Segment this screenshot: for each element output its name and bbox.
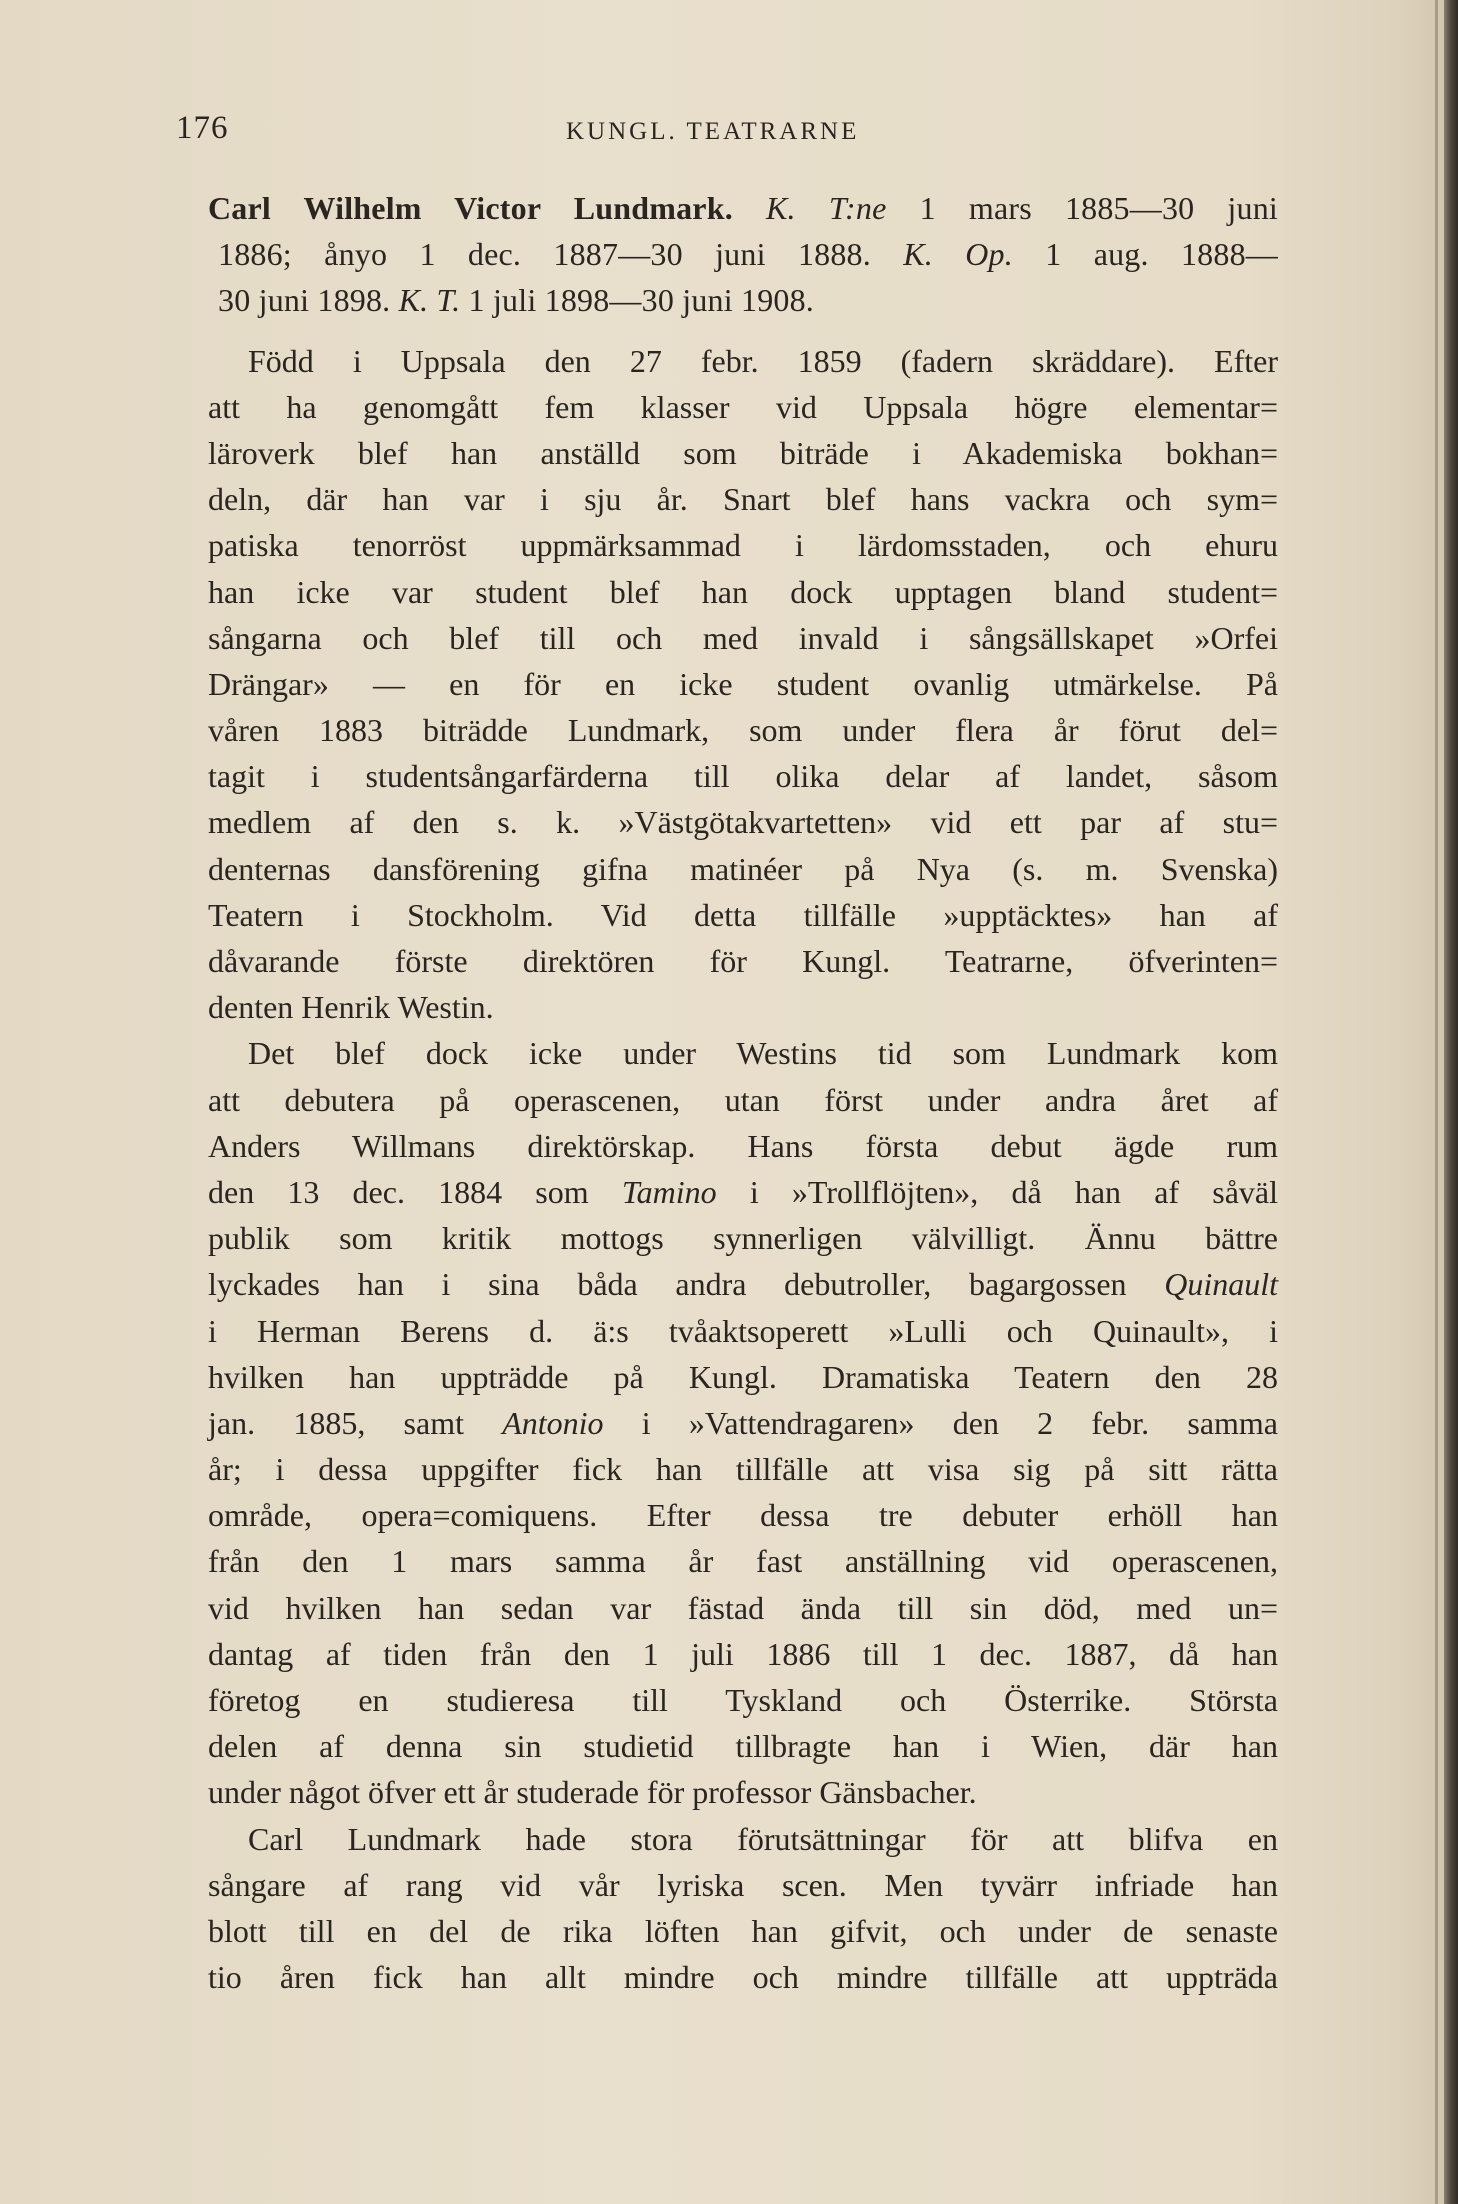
role-tamino: Tamino xyxy=(621,1173,717,1210)
text-line: dantag af tiden från den 1 juli 1886 till 1 dec. 1887, då han xyxy=(208,1635,1278,1672)
text-line: hvilken han uppträdde på Kungl. Dramatiska Teatern den 28 xyxy=(208,1358,1278,1395)
text-line: från den 1 mars samma år fast anställning vid operascenen, xyxy=(208,1543,1278,1580)
text-line: publik som kritik mottogs synnerligen välvilligt. Ännu bättre xyxy=(208,1220,1278,1257)
text-line: blott till en del de rika löften han gifvit, och under de senaste xyxy=(208,1912,1278,1949)
entry-heading xyxy=(208,185,1278,324)
text-line: dåvarande förste direktören för Kungl. Teatrarne, öfverinten= xyxy=(208,943,1278,979)
text-line: våren 1883 biträdde Lundmark, som under flera år förut del= xyxy=(208,712,1278,749)
text-line: patiska tenorröst uppmärksammad i lärdomsstaden, och ehuru xyxy=(208,527,1278,564)
text-line: sångarna och blef till och med invald i sångsällskapet »Orfei xyxy=(208,619,1278,656)
text-line: vid hvilken han sedan var fästad ända till sin död, med un= xyxy=(208,1589,1278,1626)
text-block xyxy=(208,185,1278,2000)
text-line: den 13 dec. 1884 som Tamino i »Trollflöjten», då han af såväl xyxy=(208,1173,1278,1210)
text-line: Det blef dock icke under Westins tid som Lundmark kom xyxy=(248,1035,1278,1072)
page-edge-line xyxy=(1435,0,1438,2204)
entry-name: Carl Wilhelm Victor Lundmark. xyxy=(208,190,733,226)
text-line: Anders Willmans direktörskap. Hans första debut ägde rum xyxy=(208,1127,1278,1164)
text-line: han icke var student blef han dock upptagen bland student= xyxy=(208,573,1278,610)
text-line: i Herman Berens d. ä:s tvåaktsoperett »Lulli och Quinault», i xyxy=(208,1312,1278,1349)
text-line: företog en studieresa till Tyskland och Österrike. Största xyxy=(208,1682,1278,1718)
role-quinault: Quinault xyxy=(1164,1266,1278,1303)
text-line: att ha genomgått fem klasser vid Uppsala högre elementar= xyxy=(208,388,1278,425)
text-line: läroverk blef han anställd som biträde i Akademiska bokhan= xyxy=(208,434,1278,471)
text-line: år; i dessa uppgifter fick han tillfälle att visa sig på sitt rätta xyxy=(208,1451,1278,1488)
text-line: medlem af den s. k. »Västgötakvartetten» vid ett par af stu= xyxy=(208,804,1278,841)
text-line: tagit i studentsångarfärderna till olika delar af landet, såsom xyxy=(208,758,1278,795)
text-line: att debutera på operascenen, utan först under andra året af xyxy=(208,1081,1278,1118)
text-line: denternas dansförening gifna matinéer på Nya (s. m. Svenska) xyxy=(208,850,1278,887)
heading-gap xyxy=(208,324,1278,338)
text-line: delen af denna sin studietid tillbragte han i Wien, där han xyxy=(208,1728,1278,1765)
text-line: under något öfver ett år studerade för professor Gänsbacher. xyxy=(208,1774,977,1811)
paragraph-2 xyxy=(208,1030,1278,1815)
running-title: KUNGL. TEATRARNE xyxy=(566,118,860,145)
text-line: denten Henrik Westin. xyxy=(208,989,494,1026)
text-line: deln, där han var i sju år. Snart blef hans vackra och sym= xyxy=(208,481,1278,518)
paragraph-1 xyxy=(208,338,1278,1031)
text-line: jan. 1885, samt Antonio i »Vattendragaren» den 2 febr. samma xyxy=(208,1404,1279,1441)
text-line: Teatern i Stockholm. Vid detta tillfälle »upptäcktes» han af xyxy=(208,896,1278,933)
text-line: Född i Uppsala den 27 febr. 1859 (fadern skräddare). Efter xyxy=(248,342,1278,379)
entry-line-2: 1886; ånyo 1 dec. 1887—30 juni 1888. K. Op. 1 aug. 1888— xyxy=(218,236,1278,273)
text-line: lyckades han i sina båda andra debutroller, bagargossen Quinault xyxy=(208,1266,1278,1303)
text-line: område, opera=comiquens. Efter dessa tre debuter erhöll han xyxy=(208,1497,1278,1534)
page-number: 176 xyxy=(176,110,229,146)
role-antonio: Antonio xyxy=(502,1404,604,1441)
running-head xyxy=(176,110,1276,160)
text-line: sångare af rang vid vår lyriska scen. Men tyvärr infriade han xyxy=(208,1866,1278,1903)
text-line: tio åren fick han allt mindre och mindre tillfälle att uppträda xyxy=(208,1959,1278,1996)
text-line: Drängar» — en för en icke student ovanlig utmärkelse. På xyxy=(208,665,1278,702)
paragraph-3 xyxy=(208,1816,1278,2001)
book-spine-shadow xyxy=(1444,0,1458,2204)
entry-line-3: 30 juni 1898. K. T. 1 juli 1898—30 juni 1908. xyxy=(218,282,815,319)
text-line: Carl Lundmark hade stora förutsättningar för att blifva en xyxy=(248,1820,1278,1857)
entry-line-1: Carl Wilhelm Victor Lundmark. K. T:ne 1 mars 1885—30 juni xyxy=(208,190,1278,226)
